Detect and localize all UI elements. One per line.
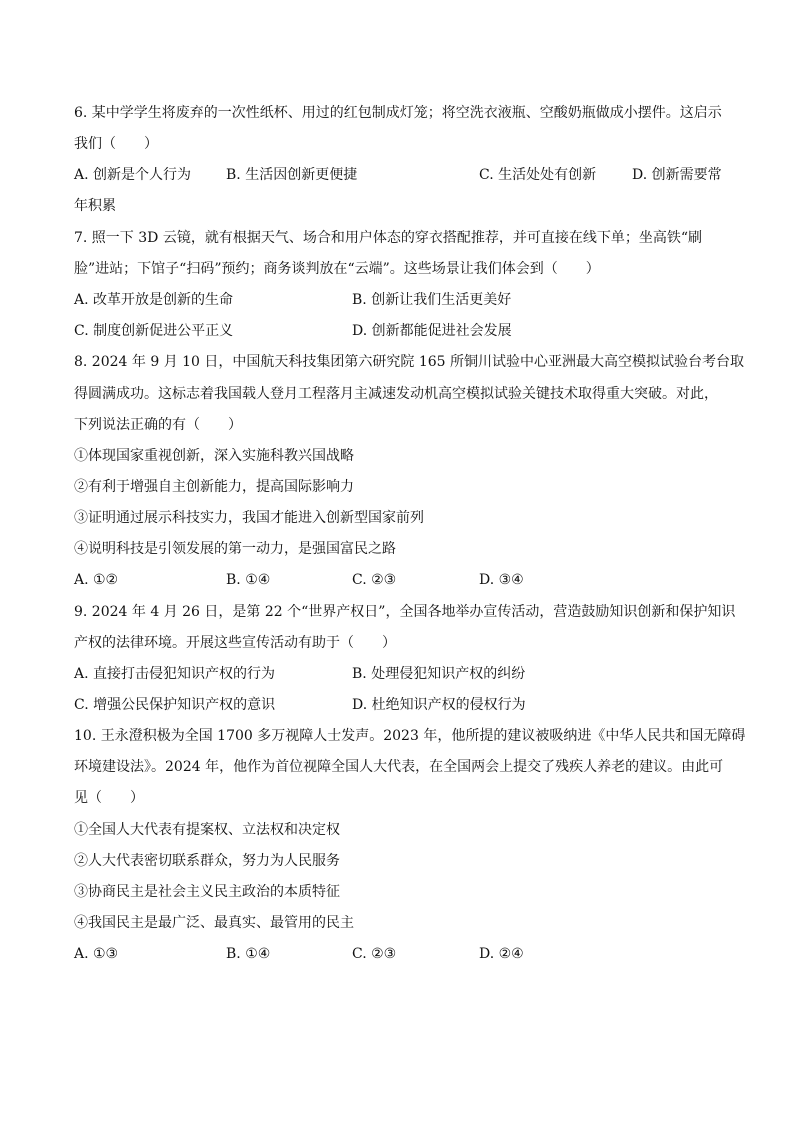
q8-stem-line-2: 得圆满成功。这标志着我国载人登月工程落月主减速发动机高空模拟试验关键技术取得重大突破。对此， — [74, 386, 718, 402]
q7-stem-line-2: 脸”进站；下馆子“扫码”预约；商务谈判放在“云端”。这些场景让我们体会到（ ） — [74, 261, 600, 277]
q6-option-a: A. 创新是个人行为 — [74, 167, 192, 183]
q8-option-a: A. ①② — [74, 572, 119, 588]
q9-option-c: C. 增强公民保护知识产权的意识 — [74, 697, 276, 713]
q6-option-d: D. 创新需要常 — [632, 167, 722, 183]
q9-option-b: B. 处理侵犯知识产权的纠纷 — [352, 666, 526, 682]
q8-statement-4: ④说明科技是引领发展的第一动力，是强国富民之路 — [74, 541, 396, 557]
q6-option-d-continuation: 年积累 — [74, 198, 116, 214]
q10-option-d: D. ②④ — [479, 946, 524, 962]
q10-statement-1: ①全国人大代表有提案权、立法权和决定权 — [74, 822, 340, 838]
q8-statement-2: ②有利于增强自主创新能力，提高国际影响力 — [74, 479, 354, 495]
q9-option-d: D. 杜绝知识产权的侵权行为 — [352, 697, 526, 713]
q10-option-b: B. ①④ — [226, 946, 271, 962]
q8-stem-line-1: 8. 2024 年 9 月 10 日，中国航天科技集团第六研究院 165 所铜川试验中心亚洲最大高空模拟试验台考台取 — [74, 354, 745, 370]
q10-statement-3: ③协商民主是社会主义民主政治的本质特征 — [74, 884, 340, 900]
q9-stem-line-2: 产权的法律环境。开展这些宣传活动有助于（ ） — [74, 635, 396, 651]
q10-statement-2: ②人大代表密切联系群众，努力为人民服务 — [74, 853, 340, 869]
q8-statement-1: ①体现国家重视创新，深入实施科教兴国战略 — [74, 448, 354, 464]
q10-stem-line-2: 环境建设法》。2024 年，他作为首位视障全国人大代表，在全国两会上提交了残疾人养老的建议。由此可 — [74, 759, 724, 775]
q9-stem-line-1: 9. 2024 年 4 月 26 日，是第 22 个“世界产权日”，全国各地举办宣传活动，营造鼓励知识创新和保护知识 — [74, 604, 736, 620]
q8-option-c: C. ②③ — [352, 572, 397, 588]
q7-option-d: D. 创新都能促进社会发展 — [352, 323, 512, 339]
q10-stem-line-3: 见（ ） — [74, 790, 144, 806]
q6-option-b: B. 生活因创新更便捷 — [226, 167, 358, 183]
q6-stem-line-2: 我们（ ） — [74, 136, 158, 152]
q8-stem-line-3: 下列说法正确的有（ ） — [74, 417, 242, 433]
q10-option-a: A. ①③ — [74, 946, 119, 962]
q6-option-c: C. 生活处处有创新 — [479, 167, 597, 183]
q9-option-a: A. 直接打击侵犯知识产权的行为 — [74, 666, 276, 682]
q7-option-a: A. 改革开放是创新的生命 — [74, 292, 234, 308]
q10-statement-4: ④我国民主是最广泛、最真实、最管用的民主 — [74, 915, 354, 931]
q8-option-d: D. ③④ — [479, 572, 524, 588]
q8-statement-3: ③证明通过展示科技实力，我国才能进入创新型国家前列 — [74, 510, 424, 526]
q6-stem-line-1: 6. 某中学学生将废弃的一次性纸杯、用过的红包制成灯笼；将空洗衣液瓶、空酸奶瓶做成小摆件。这启示 — [74, 105, 722, 121]
q10-option-c: C. ②③ — [352, 946, 397, 962]
q7-stem-line-1: 7. 照一下 3D 云镜，就有根据天气、场合和用户体态的穿衣搭配推荐，并可直接在线下单；坐高铁“刷 — [74, 230, 702, 246]
q8-option-b: B. ①④ — [226, 572, 271, 588]
q10-stem-line-1: 10. 王永澄积极为全国 1700 多万视障人士发声。2023 年，他所提的建议被吸纳进《中华人民共和国无障碍 — [74, 728, 746, 744]
q7-option-b: B. 创新让我们生活更美好 — [352, 292, 512, 308]
q7-option-c: C. 制度创新促进公平正义 — [74, 323, 234, 339]
